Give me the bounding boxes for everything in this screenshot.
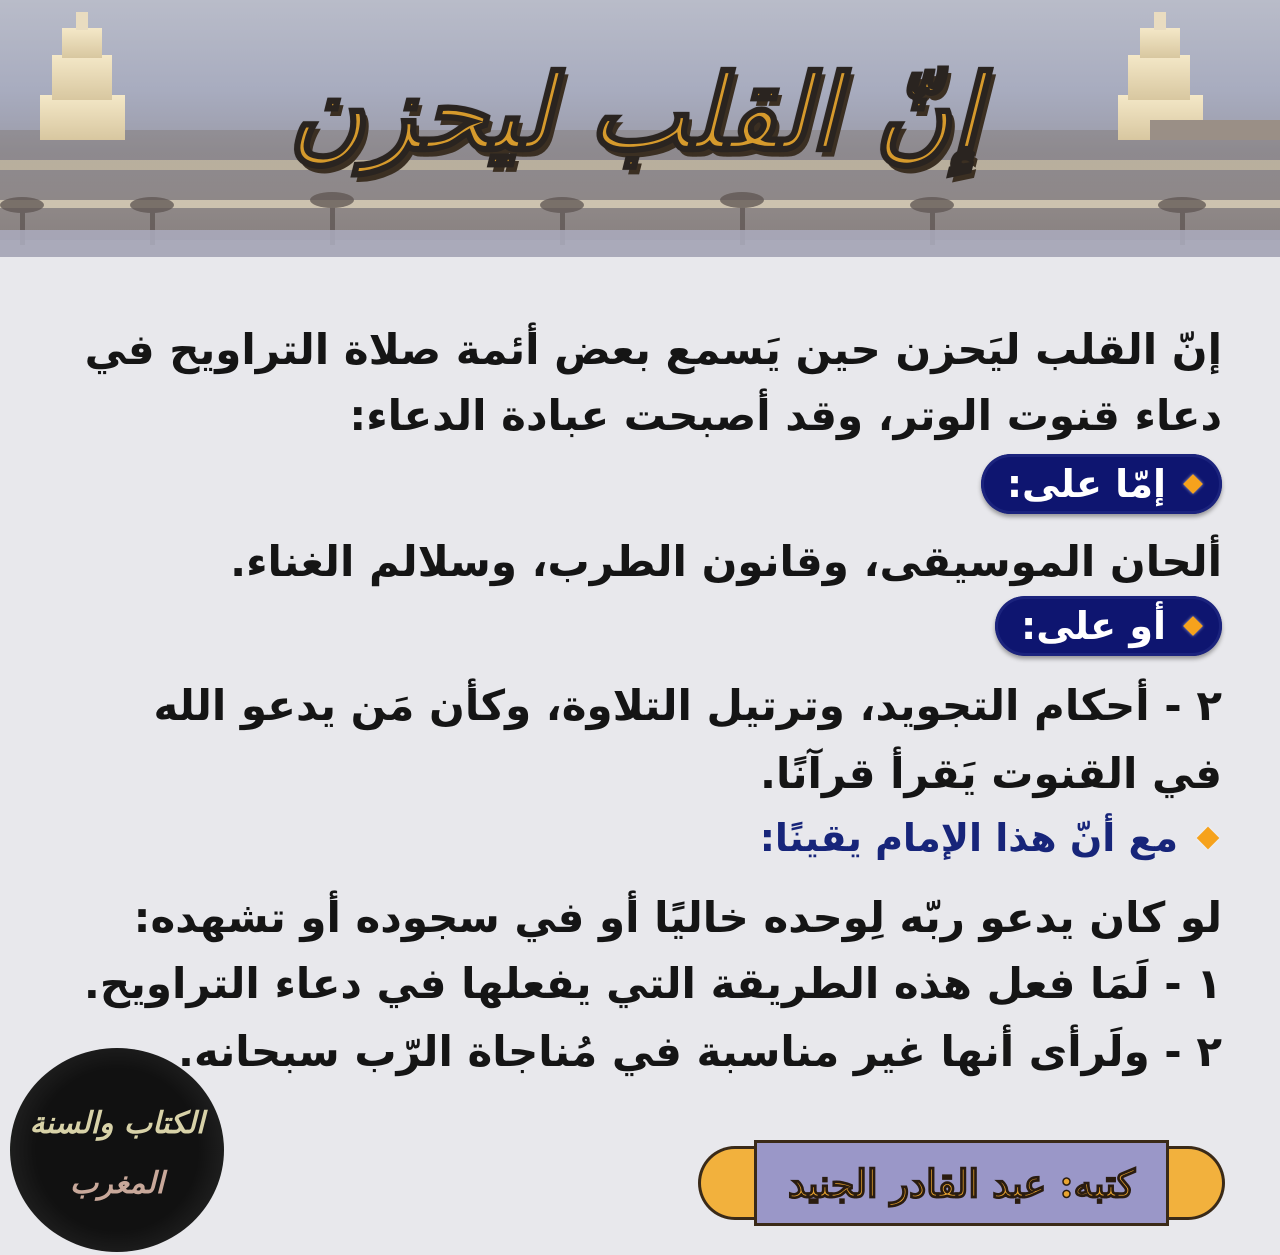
badge-center [754, 1140, 1169, 1226]
section-pill-or [995, 596, 1222, 656]
logo-line-2: المغرب [69, 1166, 165, 1201]
intro-line-2: دعاء قنوت الوتر، وقد أصبحت عبادة الدعاء: [349, 391, 1222, 440]
sub-heading-label: مع أنّ هذا الإمام يقينًا: [759, 816, 1178, 860]
section-label: إمّا على: [1006, 462, 1166, 506]
section-label: أو على: [1021, 604, 1166, 648]
page-title: إنّ القلب ليحزن [288, 51, 980, 174]
header-banner [0, 0, 1280, 257]
section-pill-either [981, 454, 1222, 514]
intro-line-1: إنّ القلب ليَحزن حين يَسمع بعض أئمة صلاة التراويح في [84, 325, 1222, 374]
logo [10, 1048, 224, 1252]
author-badge [698, 1140, 1225, 1226]
section2-line-2: في القنوت يَقرأ قرآنًا. [760, 749, 1222, 798]
section3-line-2: ١ - لَمَا فعل هذه الطريقة التي يفعلها في دعاء التراويح. [83, 959, 1222, 1008]
section3-line-1: لو كان يدعو ربّه لِوحده خاليًا أو في سجوده أو تشهده: [133, 893, 1222, 942]
author-name: كتبه: عبد القادر الجنيد [788, 1160, 1135, 1206]
sub-heading [760, 816, 1216, 860]
section1-text: ألحان الموسيقى، وقانون الطرب، وسلالم الغناء. [230, 537, 1222, 586]
diamond-bullet-icon [1183, 616, 1203, 636]
section2-line-1: ٢ - أحكام التجويد، وترتيل التلاوة، وكأن مَن يدعو الله [153, 681, 1222, 730]
diamond-bullet-icon [1183, 474, 1203, 494]
logo-line-1: الكتاب والسنة [29, 1106, 205, 1141]
diamond-bullet-icon [1197, 827, 1220, 850]
section3-line-3: ٢ - ولَرأى أنها غير مناسبة في مُناجاة الرّب سبحانه. [178, 1027, 1222, 1076]
